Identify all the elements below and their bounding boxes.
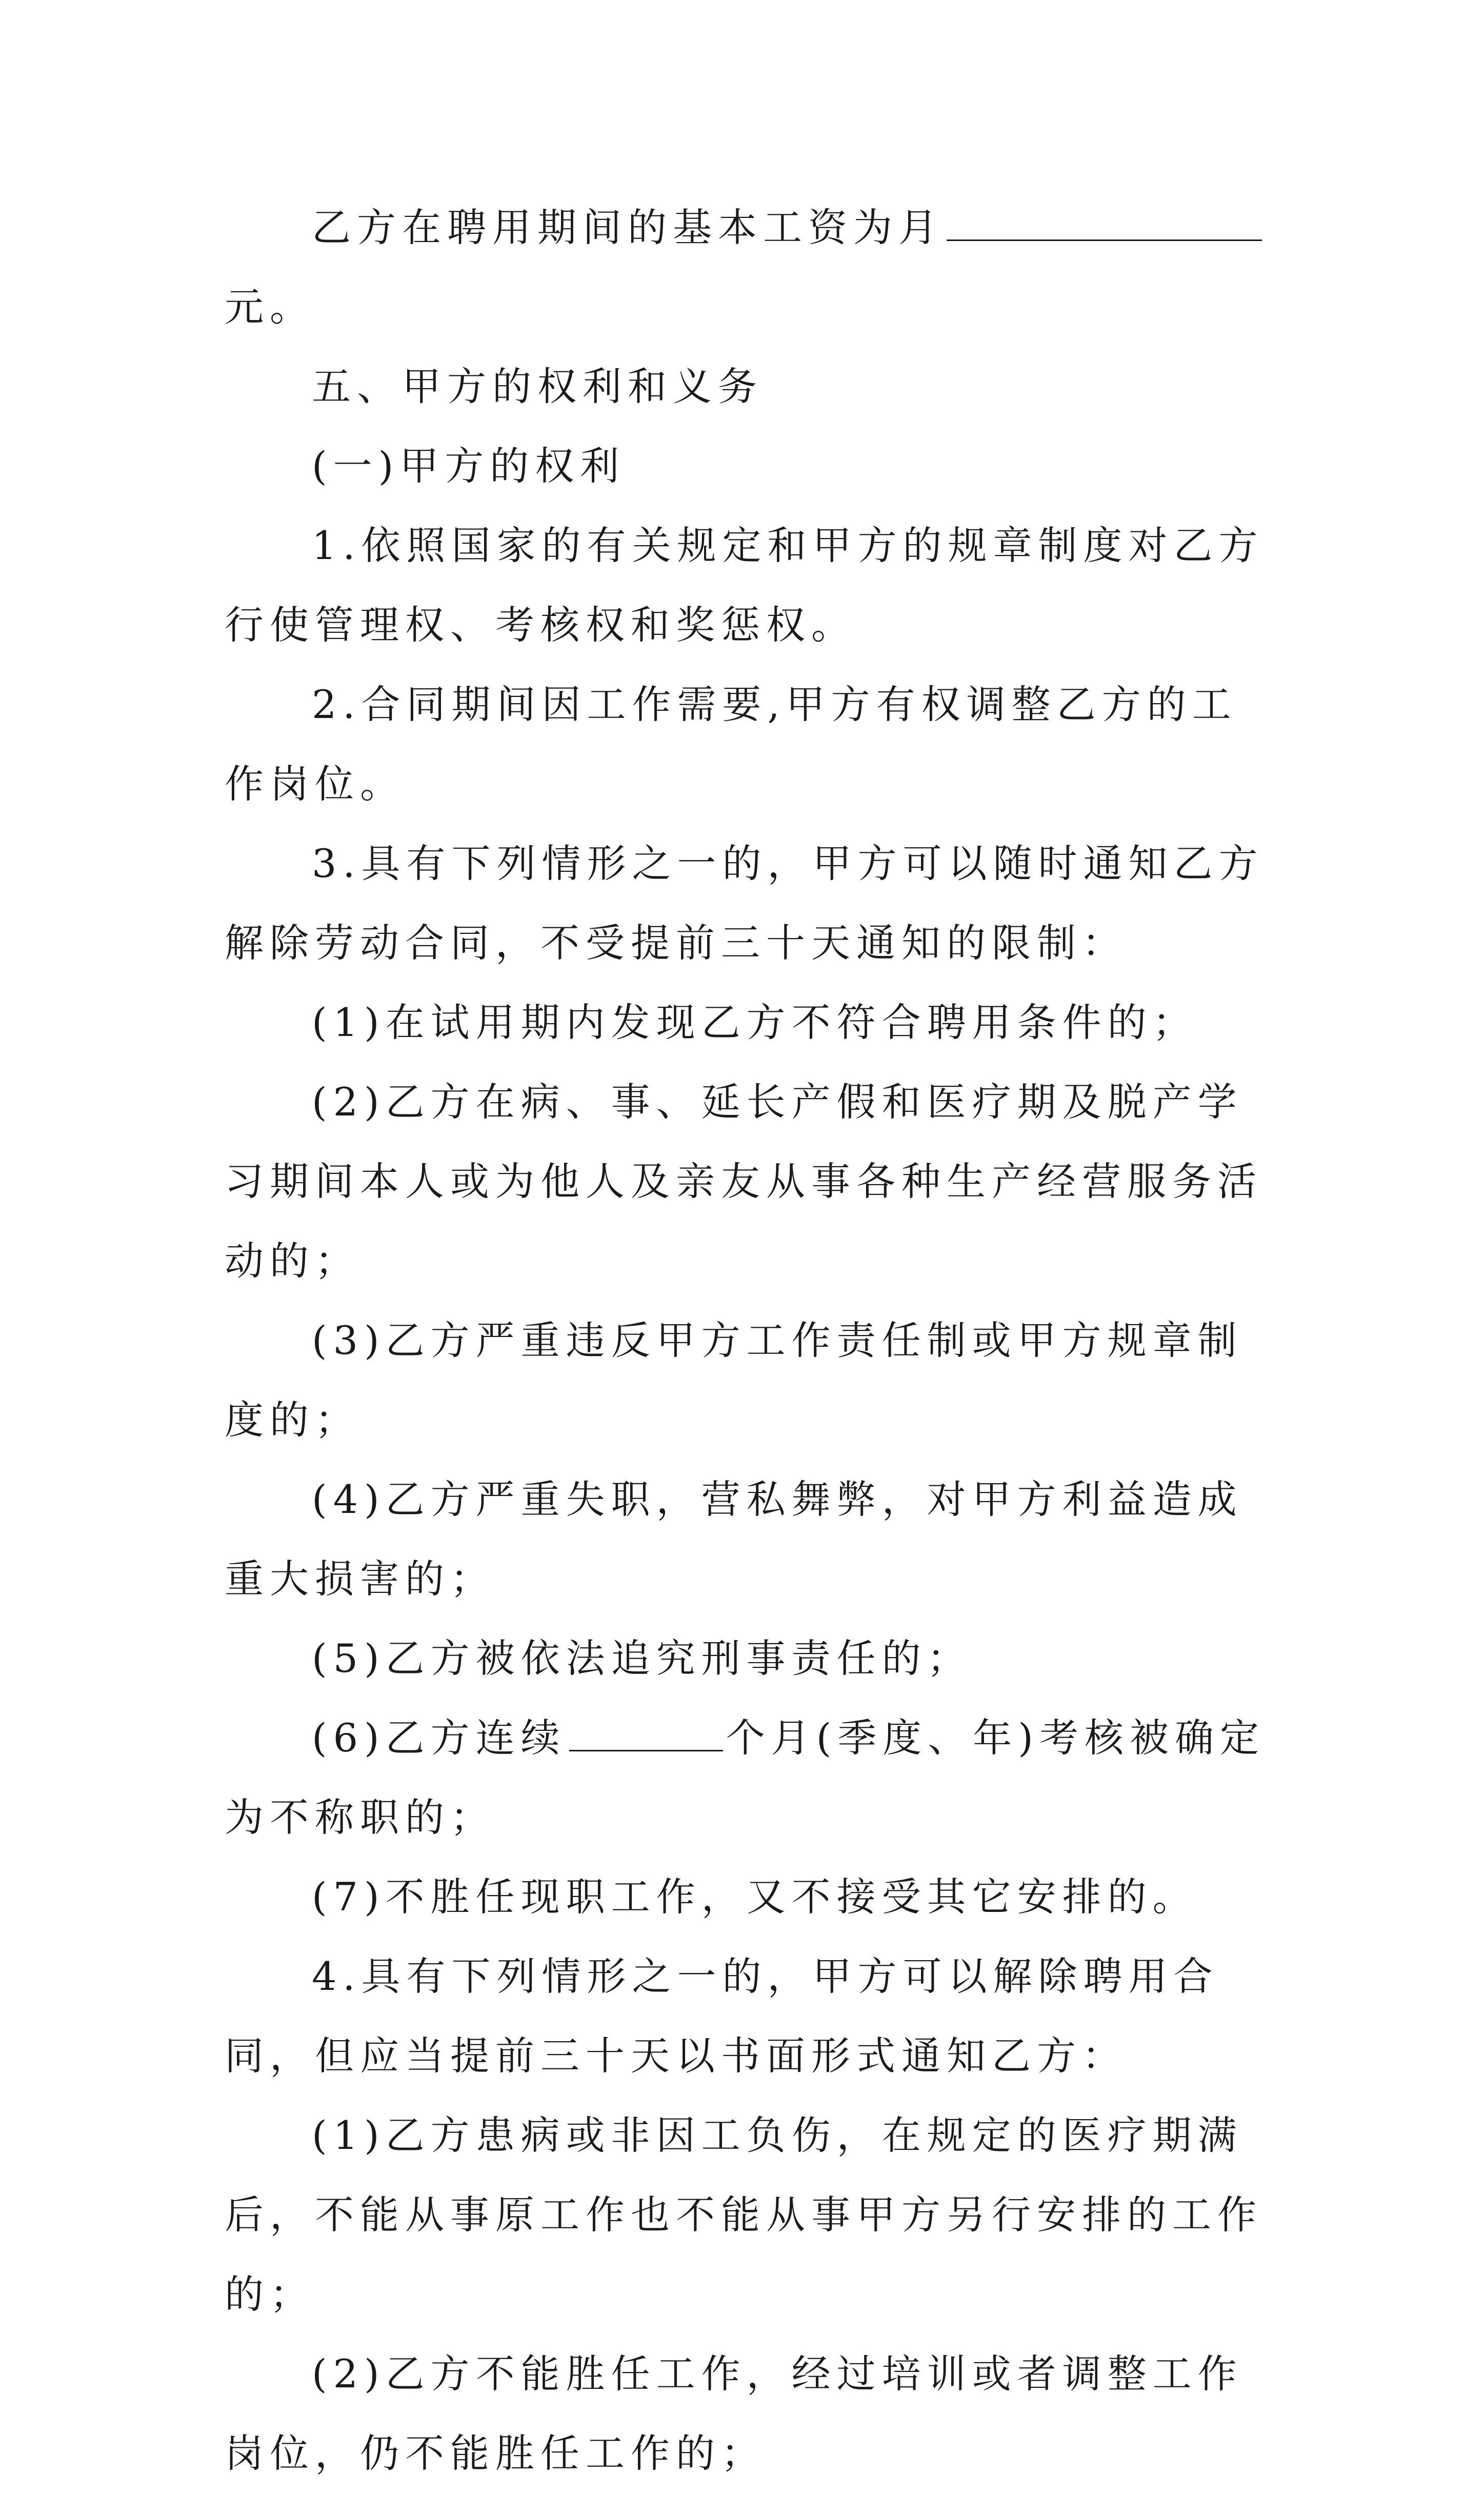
section-heading: 五、甲方的权利和义务 bbox=[312, 364, 763, 409]
clause-4-2: (2)乙方不能胜任工作，经过培训或者调整工作岗位，仍不能胜任工作的； bbox=[225, 2351, 1243, 2476]
salary-unit: 元。 bbox=[225, 284, 315, 330]
clause-3-5: (5)乙方被依法追究刑事责任的； bbox=[312, 1636, 972, 1681]
salary-text: 乙方在聘用期间的基本工资为月 bbox=[312, 205, 944, 250]
clause-2: 2.合同期间因工作需要,甲方有权调整乙方的工作岗位。 bbox=[225, 682, 1237, 807]
clause-3-6-start: (6)乙方连续 bbox=[312, 1715, 566, 1761]
salary-blank bbox=[947, 203, 1262, 241]
clause-1: 1.依照国家的有关规定和甲方的规章制度对乙方行使管理权、考核权和奖惩权。 bbox=[225, 523, 1264, 648]
clause-3-7: (7)不胜任现职工作，又不接受其它安排的。 bbox=[312, 1874, 1198, 1920]
clause-3: 3.具有下列情形之一的，甲方可以随时通知乙方解除劳动合同，不受提前三十天通知的限制： bbox=[225, 841, 1264, 966]
clause-3-2: (2)乙方在病、事、延长产假和医疗期及脱产学习期间本人或为他人及亲友从事各种生产经营服务活动的； bbox=[225, 1079, 1262, 1284]
subsection-heading: (一)甲方的权利 bbox=[312, 443, 626, 489]
months-blank bbox=[569, 1713, 723, 1751]
clause-3-3: (3)乙方严重违反甲方工作责任制或甲方规章制度的； bbox=[225, 1318, 1243, 1443]
clause-3-6-end: 个月(季度、年)考核被确定为不称职的； bbox=[225, 1715, 1265, 1840]
clause-4: 4.具有下列情形之一的，甲方可以解除聘用合同，但应当提前三十天以书面形式通知乙方： bbox=[225, 1953, 1219, 2079]
clause-3-6 bbox=[225, 1698, 1271, 1857]
document-body bbox=[225, 188, 1271, 2493]
clause-3-4: (4)乙方严重失职，营私舞弊，对甲方利益造成重大损害的； bbox=[225, 1477, 1243, 1602]
clause-3-1: (1)在试用期内发现乙方不符合聘用条件的； bbox=[312, 1000, 1198, 1045]
clause-4-1: (1)乙方患病或非因工负伤，在规定的医疗期满后，不能从事原工作也不能从事甲方另行安排的工作的； bbox=[225, 2112, 1262, 2317]
salary-paragraph bbox=[225, 188, 1271, 347]
